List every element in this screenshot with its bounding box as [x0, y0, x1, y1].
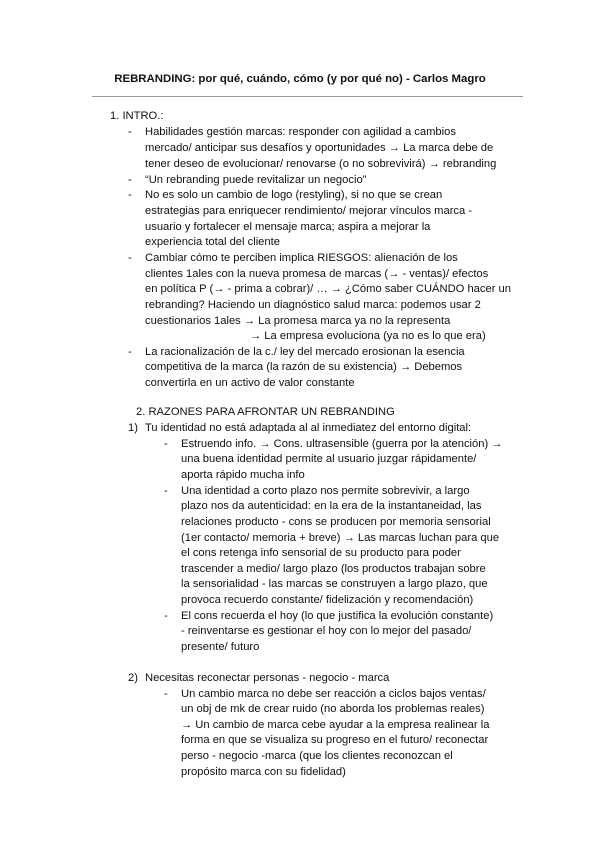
bullet-dash: - — [164, 485, 168, 497]
bullet-line: propósito marca con su fidelidad) — [181, 766, 346, 778]
bullet-line: perso - negocio -marca (que los clientes reconozcan el — [181, 750, 453, 762]
bullet-line: La racionalización de la c./ ley del mercado erosionan la esencia — [145, 346, 465, 358]
bullet-dash: - — [128, 189, 132, 201]
bullet-line: Un cambio marca no debe ser reacción a ciclos bajos ventas/ — [181, 688, 486, 700]
title-divider — [92, 96, 523, 97]
bullet-dash: - — [128, 126, 132, 138]
bullet-line: - reinventarse es gestionar el hoy con lo mejor del pasado/ — [181, 625, 472, 637]
page-title: REBRANDING: por qué, cuándo, cómo (y por qué no) - Carlos Magro — [114, 73, 486, 85]
bullet-line: cuestionarios 1ales → La promesa marca ya no la representa — [145, 315, 451, 327]
bullet-dash: - — [128, 346, 132, 358]
bullet-line: una buena identidad permite al usuario juzgar rápidamente/ — [181, 453, 477, 465]
bullet-line: Habilidades gestión marcas: responder con agilidad a cambios — [145, 126, 456, 138]
bullet-line: provoca recuerdo constante/ fidelización y recomendación) — [181, 594, 474, 606]
bullet-line: un obj de mk de crear ruido (no aborda los problemas reales) — [181, 703, 485, 715]
bullet-line: mercado/ anticipar sus desafíos y oportunidades → La marca debe de — [145, 142, 494, 154]
bullet-line: forma en que se visualiza su progreso en el futuro/ reconectar — [181, 734, 489, 746]
bullet-line: competitiva de la marca (la razón de su existencia) → Debemos — [145, 361, 463, 373]
bullet-line: “Un rebranding puede revitalizar un negocio” — [145, 174, 367, 186]
section-heading: 2. RAZONES PARA AFRONTAR UN REBRANDING — [136, 406, 395, 418]
bullet-dash: - — [128, 252, 132, 264]
bullet-line: la sensorialidad - las marcas se construyen a largo plazo, que — [181, 578, 488, 590]
bullet-line: No es solo un cambio de logo (restyling), si no que se crean — [145, 189, 443, 201]
bullet-line: presente/ futuro — [181, 641, 260, 653]
bullet-line: trascender a medio/ largo plazo (los productos trabajan sobre — [181, 563, 486, 575]
item-text: Necesitas reconectar personas - negocio - marca — [145, 672, 390, 684]
bullet-line: El cons recuerda el hoy (lo que justifica la evolución constante) — [181, 610, 494, 622]
bullet-line: rebranding? Haciendo un diagnóstico salud marca: podemos usar 2 — [145, 299, 481, 311]
bullet-line: el cons retenga info sensorial de su producto para poder — [181, 547, 461, 559]
bullet-line: tener deseo de evolucionar/ renovarse (o no sobrevivirá) → rebranding — [145, 158, 497, 170]
bullet-dash: - — [164, 688, 168, 700]
bullet-dash: - — [128, 174, 132, 186]
bullet-line: experiencia total del cliente — [145, 236, 280, 248]
bullet-line: en política P (→ - prima a cobrar)/ … → ¿Cómo saber CUÁNDO hacer un — [145, 283, 511, 295]
bullet-line: clientes 1ales con la nueva promesa de marcas (→ - ventas)/ efectos — [145, 268, 489, 280]
item-text: Tu identidad no está adaptada al al inmediatez del entorno digital: — [145, 422, 472, 434]
bullet-line: (1er contacto/ memoria + breve) → Las marcas luchan para que — [181, 532, 500, 544]
bullet-dash: - — [164, 438, 168, 450]
bullet-line: Estruendo info. → Cons. ultrasensible (guerra por la atención) → — [181, 438, 503, 450]
bullet-line: Una identidad a corto plazo nos permite sobrevivir, a largo — [181, 485, 470, 497]
bullet-dash: - — [164, 610, 168, 622]
bullet-line: → Un cambio de marca cebe ayudar a la empresa realinear la — [181, 719, 490, 731]
item-number: 2) — [128, 672, 138, 684]
bullet-line: estrategias para enriquecer rendimiento/ mejorar vínculos marca - — [145, 205, 473, 217]
bullet-line: usuario y fortalecer el mensaje marca; aspira a mejorar la — [145, 221, 431, 233]
section-heading: 1. INTRO.: — [110, 110, 164, 122]
item-number: 1) — [128, 422, 138, 434]
bullet-line: convertirla en un activo de valor constante — [145, 377, 355, 389]
bullet-line: aporta rápido mucha info — [181, 469, 305, 481]
bullet-line: → La empresa evoluciona (ya no es lo que era) — [250, 330, 486, 342]
bullet-line: Cambiar cómo te perciben implica RIESGOS: alienación de los — [145, 252, 458, 264]
bullet-line: relaciones producto - cons se producen por memoria sensorial — [181, 516, 491, 528]
bullet-line: plazo nos da autenticidad: en la era de la instantaneidad, las — [181, 500, 482, 512]
